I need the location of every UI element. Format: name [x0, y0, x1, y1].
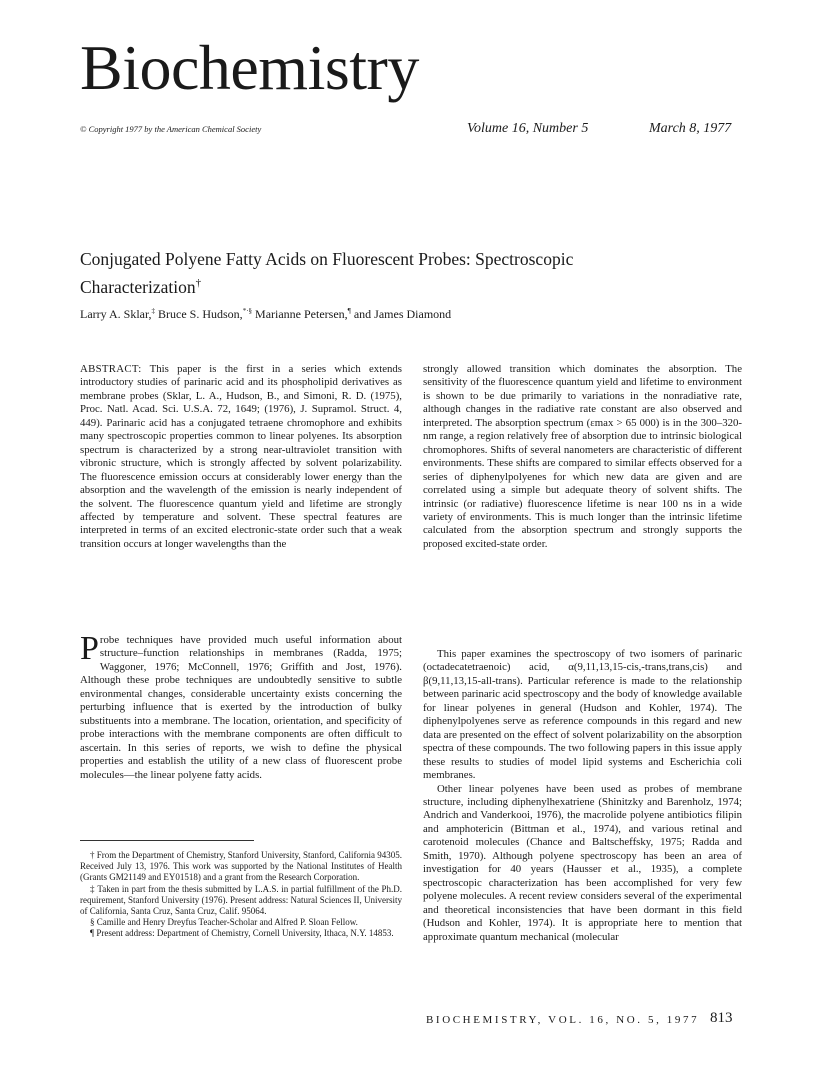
body-paragraph: This paper examines the spectroscopy of two isomers of parinaric (octadecatetraenoic) acid, α(9,11,13,15-cis,-trans,trans,cis) and β(9,11,13,15-all-trans). Particular reference is made to the relationship between parinaric acid spectroscopy and the body of knowledge available for linear polyenes in general (Hudson and Kohler, 1974). The diphenylpolyenes serve as reference compounds in this regard and new data are presented on the effect of solvent polarizability on the absorption spectra of these compounds. The two following papers in this issue apply these results to studies of model lipid systems and Escherichia coli membranes.	[423, 648, 742, 782]
issue-date: March 8, 1977	[649, 121, 732, 136]
article-title	[80, 247, 660, 299]
footnote: § Camille and Henry Dreyfus Teacher-Scholar and Alfred P. Sloan Fellow.	[90, 917, 358, 928]
author-name: Marianne Petersen,	[252, 307, 348, 321]
journal-masthead: Biochemistry	[80, 32, 419, 103]
author-mark: ¶	[347, 307, 351, 315]
abstract-left-column	[80, 363, 402, 551]
article-title-text: Conjugated Polyene Fatty Acids on Fluorescent Probes: Spectroscopic Characterization	[80, 249, 574, 297]
body-left-column	[80, 630, 402, 782]
author-mark: *·§	[242, 307, 253, 315]
page-number: 813	[710, 1010, 733, 1026]
drop-cap: P	[80, 630, 99, 667]
abstract-label: ABSTRACT:	[80, 363, 142, 375]
footnote: ¶ Present address: Department of Chemistry, Cornell University, Ithaca, N.Y. 14853.	[90, 928, 394, 939]
author-name: Larry A. Sklar,	[80, 307, 152, 321]
footnote: ‡ Taken in part from the thesis submitted by L.A.S. in partial fulfillment of the Ph.D. requirement, Stanford University (1976). Present address: Natural Sciences II, University of California, Santa Cruz, Santa Cruz, Calif. 95064.	[80, 883, 402, 917]
title-footnote-mark: †	[195, 277, 202, 289]
footnotes	[80, 850, 402, 940]
body-right-column	[423, 648, 742, 944]
abstract-left-text: This paper is the first in a series which extends introductory studies of parinaric acid and its phospholipid derivatives as membrane probes (Sklar, L. A., Hudson, B., and Simoni, R. D. (1975), Proc. Natl. Acad. Sci. U.S.A. 72, 1649; (1976), J. Supramol. Struct. 4, 449). Parinaric acid has a conjugated tetraene chromophore and exhibits many spectroscopic properties common to linear polyenes. Its absorption spectrum is characterized by a strong near-ultraviolet transition with vibronic structure, which is strongly affected by solvent polarizability. The fluorescence emission occurs at considerably lower energy than the absorption and the wavelength of the emission is nearly independent of the solvent. The fluorescence quantum yield and lifetime are strongly affected by temperature and solvent. These spectral features are interpreted in terms of an excited electronic-state order such that a weak transition occurs at longer wavelengths than the	[80, 363, 402, 550]
abstract-right-column: strongly allowed transition which dominates the absorption. The sensitivity of the fluorescence quantum yield and lifetime to environment is shown to be due primarily to variations in the nonradiative rate, although changes in the radiative rate constant are also observed and interpreted. The absorption spectrum (εmax > 65 000) is in the 300–320-nm range, a region relatively free of absorption due to intrinsic biological chromophores. Shifts of several nanometers are characteristic of different environments. These shifts are compared to similar effects observed for a series of diphenylpolyenes for which new data are given and are correlated using a simple but adequate theory of solvent shifts. The intrinsic (or radiative) fluorescence lifetime is near 100 ns in a wide variety of environments. This is much longer than the intrinsic lifetime calculated from the absorption spectrum and strongly supports the proposed excited-state order.	[423, 363, 742, 550]
author-list	[80, 307, 451, 322]
author-name: and James Diamond	[350, 307, 452, 321]
body-paragraph: Other linear polyenes have been used as probes of membrane structure, including diphenylhexatriene (Shinitzky and Barenholz, 1974; Andrich and Vanderkooi, 1976), the macrolide polyene antibiotics filipin and amphotericin (Bittman et al., 1974), and various retinal and carotenoid molecules (Chance and Baltscheffsky, 1975; Radda and Smith, 1970). Although polyene spectroscopy has been an area of investigation for 40 years (Hausser et al., 1935), a complete spectroscopic characterization has been accomplished for very few polyene molecules. A recent review considers several of the experimental and theoretical inconsistencies that have been dormant in this field (Hudson and Kohler, 1974). It is appropriate here to mention that approximate quantum mechanical (molecular	[423, 782, 742, 943]
body-intro-text: robe techniques have provided much useful information about structure–function relationships in membranes (Radda, 1975; Waggoner, 1976; McConnell, 1976; Griffith and Jost, 1976). Although these probe techniques are undoubtedly sensitive to subtle environmental changes, considerable uncertainty exists concerning the perturbing influence that is exerted by the introduction of bulky substituents into a membrane. The location, orientation, and specificity of probe interactions with the membrane components are often difficult to ascertain. In this series of reports, we wish to define the physical properties and establish the utility of a new class of fluorescent probe molecules—the linear polyene fatty acids.	[80, 634, 402, 781]
footnote-divider	[80, 840, 254, 841]
copyright-line: © Copyright 1977 by the American Chemical Society	[80, 124, 262, 134]
footnote: † From the Department of Chemistry, Stanford University, Stanford, California 94305. Received July 13, 1976. This work was supported by the National Institutes of Health (Grants GM21149 and EY01518) and a grant from the Research Corporation.	[80, 850, 402, 883]
author-mark: ‡	[151, 307, 156, 315]
volume-number: Volume 16, Number 5	[467, 121, 589, 136]
running-footer: BIOCHEMISTRY, VOL. 16, NO. 5, 1977	[426, 1014, 700, 1026]
author-name: Bruce S. Hudson,	[155, 307, 243, 321]
